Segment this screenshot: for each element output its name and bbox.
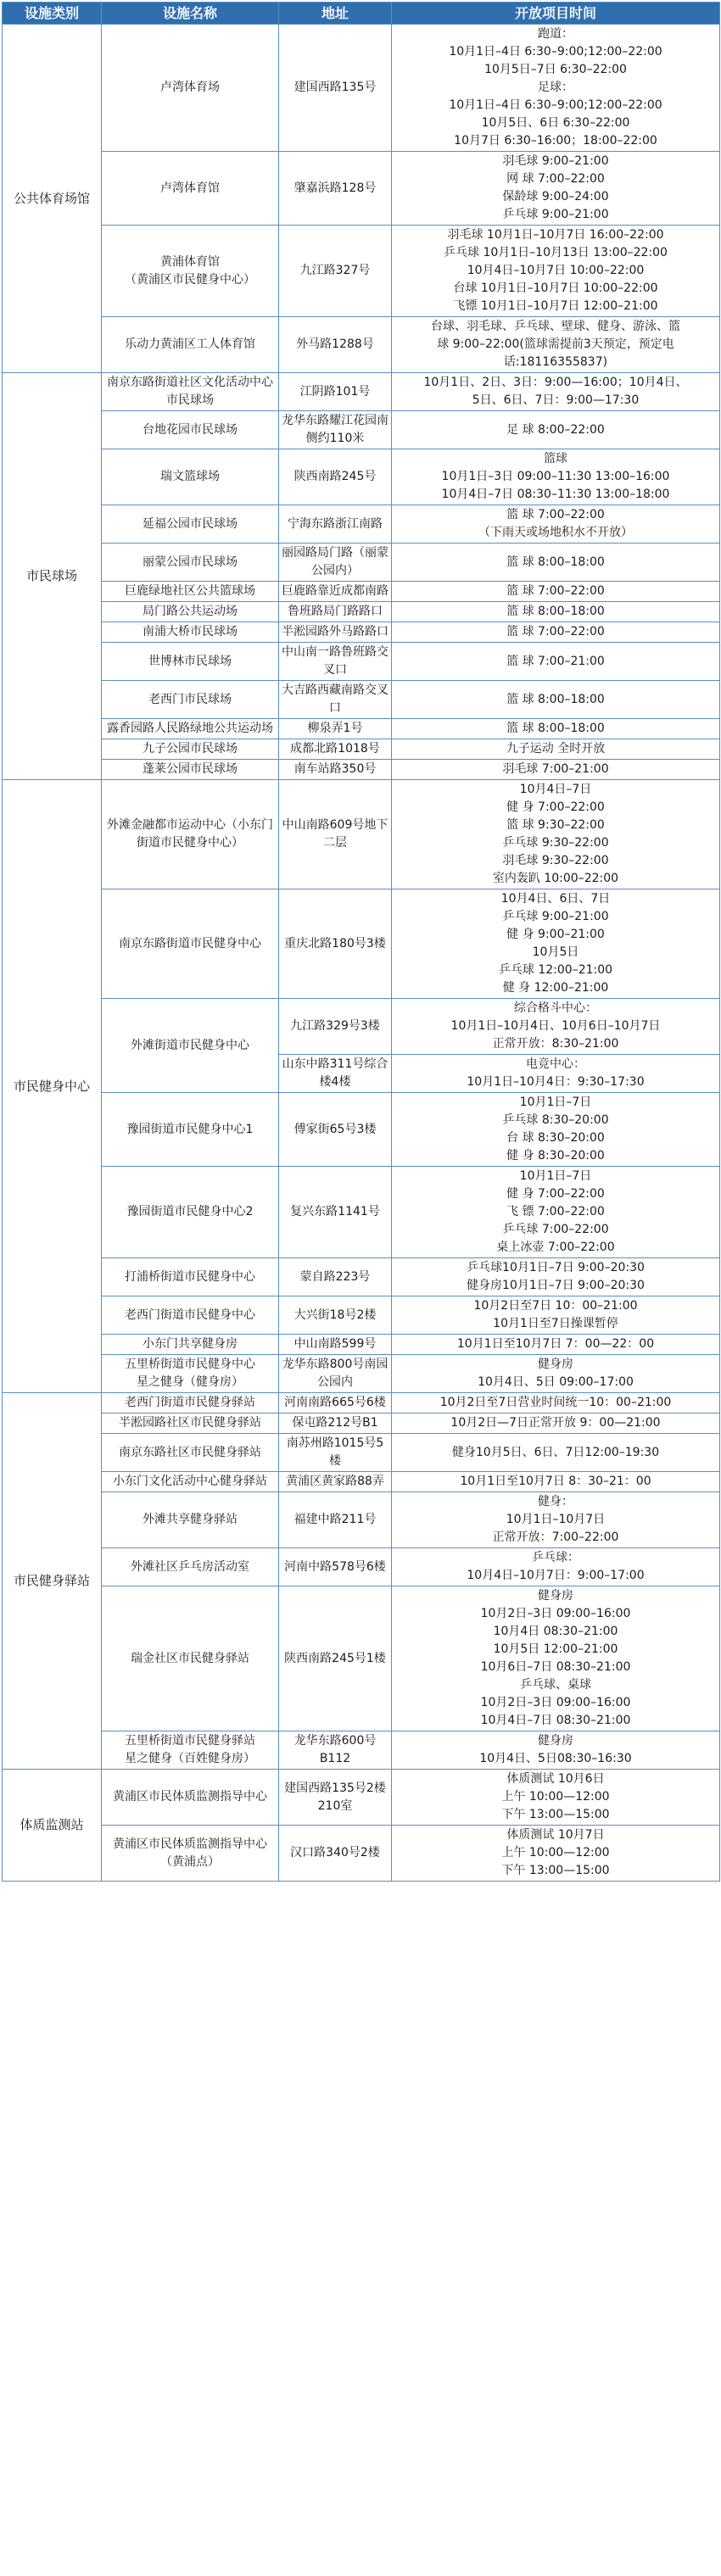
address-cell: 巨鹿路靠近成都南路	[279, 582, 392, 602]
address-cell: 福建中路211号	[279, 1492, 392, 1548]
facility-name-cell: 南浦大桥市民球场	[102, 622, 279, 643]
address-cell: 中山南路609号地下二层	[279, 780, 392, 889]
time-line: 健身房	[538, 1589, 573, 1603]
time-line: 飞镖 10月1日–10月7日 12:00–21:00	[453, 299, 658, 313]
time-line: 10月5日	[532, 945, 579, 959]
category-cell: 市民健身中心	[3, 780, 102, 1393]
open-time-cell	[392, 1434, 720, 1472]
time-line: 10月2日至7日 10：00–21:00	[473, 1299, 638, 1313]
table-row	[3, 1826, 720, 1882]
time-line: 羽毛球 9:30–22:00	[502, 854, 609, 867]
address-cell: 中山南一路鲁班路交叉口	[279, 643, 392, 681]
time-line: 10月4日–7日	[519, 783, 592, 796]
facility-name-cell: 台地花园市民球场	[102, 411, 279, 449]
time-line: 乒乓球 9:30–22:00	[502, 836, 609, 850]
time-line: 健身：	[538, 1495, 573, 1508]
address-cell: 成都北路1018号	[279, 739, 392, 760]
facility-name-cell: 乐动力黄浦区工人体育馆	[102, 317, 279, 373]
time-line: 足 球 8:00–22:00	[506, 422, 605, 437]
time-line: 乒乓球、桌球	[520, 1678, 591, 1692]
table-row	[3, 1355, 720, 1393]
time-line: 10月2日至7日营业时间统一10：00–21:00	[439, 1396, 672, 1409]
time-line: 体质测试 10月7日	[506, 1828, 605, 1842]
facility-name-cell: 南京东路街道市民健身中心	[102, 889, 279, 999]
time-line: 羽毛球 9:00–21:00	[502, 154, 609, 168]
facility-name-cell: 瑞文篮球场	[102, 449, 279, 505]
table-row	[3, 760, 720, 780]
address-cell: 大吉路西藏南路交叉口	[279, 681, 392, 719]
address-cell: 保屯路212号B1	[279, 1413, 392, 1434]
open-time-cell	[392, 1586, 720, 1731]
address-cell: 柳泉弄1号	[279, 719, 392, 739]
open-time-cell	[392, 317, 720, 373]
facility-name-cell: 九子公园市民球场	[102, 739, 279, 760]
table-row	[3, 1731, 720, 1770]
facility-name-cell: 豫园街道市民健身中心1	[102, 1093, 279, 1167]
open-time-cell	[392, 1258, 720, 1296]
address-cell: 汉口路340号2楼	[279, 1826, 392, 1882]
time-line: 桌上冰壶 7:00–22:00	[496, 1241, 615, 1254]
time-line: 健身10月5日、6日、7日12:00–19:30	[451, 1445, 660, 1459]
table-row	[3, 1413, 720, 1434]
table-row	[3, 226, 720, 317]
address-cell: 外马路1288号	[279, 317, 392, 373]
table-row	[3, 152, 720, 226]
category-cell: 体质监测站	[3, 1770, 102, 1882]
time-line: 下午 13:00—15:00	[501, 1864, 610, 1877]
table-row	[3, 643, 720, 681]
table-row	[3, 1258, 720, 1296]
facility-name-cell: 外滩共享健身驿站	[102, 1492, 279, 1548]
open-time-cell	[392, 1826, 720, 1882]
time-line: 篮 球 8:00–18:00	[506, 692, 605, 706]
time-line: 乒乓球：	[532, 1551, 579, 1564]
time-line: 健 身 9:00–21:00	[506, 928, 605, 941]
time-line: 篮 球 8:00–18:00	[506, 722, 605, 735]
facility-name-cell: 延福公园市民球场	[102, 505, 279, 544]
table-row	[3, 1770, 720, 1826]
address-cell: 黄浦区黄家路88弄	[279, 1472, 392, 1492]
time-line: 跑道：	[538, 27, 573, 41]
address-cell: 江阴路101号	[279, 373, 392, 411]
time-line: 5日、6日、7日：9:00—17:30	[472, 393, 640, 407]
open-time-cell	[392, 25, 720, 152]
address-cell: 半淞园路外马路路口	[279, 622, 392, 643]
table-row	[3, 622, 720, 643]
time-line: 台球、羽毛球、乒乓球、壁球、健身、游泳、篮	[431, 320, 680, 333]
time-line: 乒乓球 9:00–21:00	[502, 910, 609, 923]
time-line: 10月4日 08:30–21:00	[493, 1625, 618, 1638]
time-line: 10月1日–3日 09:00–11:30 13:00–16:00	[441, 470, 670, 483]
time-line: 10月6日–7日 08:30–21:00	[480, 1660, 631, 1674]
category-cell: 公共体育场馆	[3, 25, 102, 373]
time-line: 体质测试 10月6日	[506, 1772, 605, 1786]
open-time-cell	[392, 1770, 720, 1826]
table-row	[3, 999, 720, 1055]
time-line: 健 身 7:00–22:00	[506, 800, 605, 814]
time-line: 10月1日–7日	[519, 1169, 592, 1183]
time-line: 10月1日–4日 6:30–9:00;12:00–22:00	[449, 98, 662, 112]
address-cell: 九江路329号3楼	[279, 999, 392, 1055]
open-time-cell	[392, 1296, 720, 1335]
time-line: 乒乓球 8:30–20:00	[502, 1113, 609, 1127]
address-cell: 龙华东路600号B112	[279, 1731, 392, 1770]
address-cell: 丽园路局门路（丽蒙公园内）	[279, 544, 392, 582]
open-time-cell	[392, 643, 720, 681]
address-cell: 复兴东路1141号	[279, 1167, 392, 1258]
open-time-cell	[392, 622, 720, 643]
table-row	[3, 1434, 720, 1472]
address-cell: 河南中路578号6楼	[279, 1548, 392, 1586]
open-time-cell	[392, 1492, 720, 1548]
open-time-cell	[392, 1548, 720, 1586]
address-cell: 肇嘉浜路128号	[279, 152, 392, 226]
time-line: 10月1日–10月4日：9:30–17:30	[467, 1075, 645, 1089]
table-row	[3, 1335, 720, 1355]
open-time-cell	[392, 602, 720, 622]
time-line: 电竞中心：	[526, 1057, 585, 1071]
open-time-cell	[392, 226, 720, 317]
time-line: 10月2日–3日 09:00–16:00	[480, 1607, 631, 1620]
address-cell: 龙华东路800号南园公园内	[279, 1355, 392, 1393]
facility-name-cell: 半淞园路社区市民健身驿站	[102, 1413, 279, 1434]
facility-name-cell: 豫园街道市民健身中心2	[102, 1167, 279, 1258]
facility-name-cell: 黄浦区市民体质监测指导中心	[102, 1770, 279, 1826]
address-cell: 南苏州路1015号5楼	[279, 1434, 392, 1472]
time-line: 10月4日、5日 09:00–17:00	[478, 1375, 634, 1389]
open-time-cell	[392, 1731, 720, 1770]
open-time-cell	[392, 681, 720, 719]
time-line: 10月4日–10月7日：9:00–17:00	[467, 1569, 645, 1582]
address-cell: 山东中路311号综合楼4楼	[279, 1055, 392, 1093]
time-line: 正常开放：7:00–22:00	[492, 1531, 619, 1544]
table-row	[3, 681, 720, 719]
time-line: 10月1日至10月7日 7：00—22：00	[456, 1337, 655, 1351]
header-row	[3, 3, 720, 25]
facility-name-cell: 巨鹿绿地社区公共篮球场	[102, 582, 279, 602]
time-line: 篮 球 8:00–18:00	[506, 555, 605, 569]
facility-name-cell: 卢湾体育馆	[102, 152, 279, 226]
facility-name-cell: 局门路公共运动场	[102, 602, 279, 622]
table-row	[3, 449, 720, 505]
table-row	[3, 1093, 720, 1167]
time-line: 10月4日–7日 08:30–21:00	[480, 1714, 631, 1727]
time-line: 10月1日至10月7日 8：30–21：00	[460, 1475, 651, 1488]
time-line: 台 球 8:30–20:00	[506, 1131, 605, 1145]
table-row	[3, 1472, 720, 1492]
facility-name-cell: 南京东路社区市民健身驿站	[102, 1434, 279, 1472]
time-line: 10月5日 12:00–21:00	[493, 1642, 618, 1656]
open-time-cell	[392, 152, 720, 226]
open-time-cell	[392, 760, 720, 780]
table-row	[3, 505, 720, 544]
facility-name-cell: 露香园路人民路绿地公共运动场	[102, 719, 279, 739]
time-line: 10月1日–4日 6:30–9:00;12:00–22:00	[449, 45, 662, 59]
address-cell: 建国西路135号	[279, 25, 392, 152]
time-line: 10月2日—7日正常开放 9：00—21:00	[450, 1416, 661, 1430]
facility-name-cell: 小东门共享健身房	[102, 1335, 279, 1355]
time-line: 乒乓球10月1日–7日 9:00–20:30	[467, 1261, 645, 1274]
facility-name-cell: 黄浦区市民体质监测指导中心 （黄浦点）	[102, 1826, 279, 1882]
header-open-time: 开放项目时间	[392, 3, 720, 25]
time-line: 乒乓球 7:00–22:00	[502, 1223, 609, 1236]
table-row	[3, 719, 720, 739]
facility-name-cell: 南京东路街道社区文化活动中心市民球场	[102, 373, 279, 411]
open-time-cell	[392, 1472, 720, 1492]
open-time-cell	[392, 1055, 720, 1093]
table-row	[3, 411, 720, 449]
facility-name-cell: 丽蒙公园市民球场	[102, 544, 279, 582]
open-time-cell	[392, 1167, 720, 1258]
time-line: 下午 13:00—15:00	[501, 1808, 610, 1821]
table-row	[3, 373, 720, 411]
time-line: 10月4日、5日08:30–16:30	[479, 1752, 632, 1765]
time-line: 10月1日、2日、3日：9:00—16:00；10月4日、	[423, 376, 688, 389]
facility-name-cell: 小东门文化活动中心健身驿站	[102, 1472, 279, 1492]
time-line: 篮 球 7:00–22:00	[506, 584, 605, 598]
time-line: 篮 球 8:00–18:00	[506, 605, 605, 618]
table-row	[3, 1548, 720, 1586]
facility-name-cell: 外滩金融都市运动中心（小东门街道市民健身中心）	[102, 780, 279, 889]
address-cell: 傅家街65号3楼	[279, 1093, 392, 1167]
address-cell: 龙华东路耀江花园南侧约110米	[279, 411, 392, 449]
address-cell: 南车站路350号	[279, 760, 392, 780]
facility-name-cell: 世博林市民球场	[102, 643, 279, 681]
facility-name-cell: 卢湾体育场	[102, 25, 279, 152]
time-line: 10月7日 6:30–16:00；18:00–22:00	[454, 134, 657, 148]
schedule-table	[2, 2, 720, 1882]
time-line: 篮 球 7:00–22:00	[506, 625, 605, 638]
address-cell: 蒙自路223号	[279, 1258, 392, 1296]
facility-name-cell: 外滩街道市民健身中心	[102, 999, 279, 1093]
category-cell: 市民球场	[3, 373, 102, 780]
time-line: 网 球 7:00–22:00	[506, 172, 605, 186]
table-row	[3, 1296, 720, 1335]
time-line: 10月2日–3日 09:00–16:00	[480, 1696, 631, 1709]
open-time-cell	[392, 1355, 720, 1393]
open-time-cell	[392, 1393, 720, 1413]
time-line: 足球：	[538, 81, 573, 94]
time-line: 上午 10:00—12:00	[501, 1846, 610, 1860]
open-time-cell	[392, 411, 720, 449]
open-time-cell	[392, 544, 720, 582]
open-time-cell	[392, 999, 720, 1055]
time-line: 健身房	[538, 1358, 573, 1371]
category-cell: 市民健身驿站	[3, 1393, 102, 1770]
time-line: 上午 10:00—12:00	[501, 1790, 610, 1804]
table-row	[3, 889, 720, 999]
time-line: 健 身 8:30–20:00	[506, 1149, 605, 1163]
address-cell: 河南南路665号6楼	[279, 1393, 392, 1413]
open-time-cell	[392, 373, 720, 411]
table-row	[3, 1492, 720, 1548]
address-cell: 鲁班路局门路路口	[279, 602, 392, 622]
time-line: 室内轰趴 10:00–22:00	[492, 872, 619, 885]
address-cell: 陕西南路245号1楼	[279, 1586, 392, 1731]
header-facility-name: 设施名称	[102, 3, 279, 25]
table-row	[3, 317, 720, 373]
time-line: 健身房	[538, 1734, 573, 1748]
time-line: 羽毛球 10月1日–10月7日 16:00–22:00	[447, 228, 664, 242]
time-line: 10月4日–7日 08:30–11:30 13:00–18:00	[441, 488, 670, 501]
facility-name-cell: 外滩社区乒乓房活动室	[102, 1548, 279, 1586]
open-time-cell	[392, 1335, 720, 1355]
open-time-cell	[392, 505, 720, 544]
open-time-cell	[392, 1093, 720, 1167]
time-line: 球 9:00–22:00(篮球需提前3天预定，预定电	[437, 337, 674, 351]
facility-name-cell: 瑞金社区市民健身驿站	[102, 1586, 279, 1731]
open-time-cell	[392, 582, 720, 602]
time-line: 10月1日–10月7日	[506, 1513, 606, 1526]
address-cell: 九江路327号	[279, 226, 392, 317]
time-line: 飞 镖 7:00–22:00	[506, 1205, 605, 1218]
schedule-body	[3, 25, 720, 1882]
time-line: 10月4日–10月7日 10:00–22:00	[467, 264, 645, 277]
header-category: 设施类别	[3, 3, 102, 25]
open-time-cell	[392, 739, 720, 760]
open-time-cell	[392, 1413, 720, 1434]
table-row	[3, 780, 720, 889]
facility-name-cell: 老西门街道市民健身驿站	[102, 1393, 279, 1413]
time-line: 健 身 12:00–21:00	[502, 981, 609, 995]
table-row	[3, 1586, 720, 1731]
table-row	[3, 1393, 720, 1413]
time-line: 健 身 7:00–22:00	[506, 1187, 605, 1201]
facility-name-cell: 蓬莱公园市民球场	[102, 760, 279, 780]
time-line: 健身房10月1日–7日 9:00–20:30	[467, 1279, 645, 1292]
time-line: 10月4日、6日、7日	[500, 892, 611, 906]
time-line: 篮 球 7:00–21:00	[506, 654, 605, 668]
address-cell: 宁海东路浙江南路	[279, 505, 392, 544]
time-line: 篮 球 9:30–22:00	[506, 818, 605, 832]
time-line: 10月1日–7日	[519, 1096, 592, 1109]
table-row	[3, 602, 720, 622]
address-cell: 重庆北路180号3楼	[279, 889, 392, 999]
table-row	[3, 544, 720, 582]
table-row	[3, 25, 720, 152]
facility-name-cell: 打浦桥街道市民健身中心	[102, 1258, 279, 1296]
open-time-cell	[392, 780, 720, 889]
time-line: 乒乓球 10月1日–10月13日 13:00–22:00	[444, 246, 668, 259]
time-line: 综合格斗中心：	[514, 1001, 597, 1015]
address-cell: 中山南路599号	[279, 1335, 392, 1355]
time-line: 乒乓球 9:00–21:00	[502, 208, 609, 221]
facility-name-cell: 黄浦体育馆 （黄浦区市民健身中心）	[102, 226, 279, 317]
time-line: 羽毛球 7:00–21:00	[502, 762, 609, 776]
facility-name-cell: 老西门街道市民健身中心	[102, 1296, 279, 1335]
address-cell: 建国西路135号2楼210室	[279, 1770, 392, 1826]
time-line: 10月1日至7日操课暂停	[493, 1317, 618, 1330]
table-row	[3, 739, 720, 760]
open-time-cell	[392, 719, 720, 739]
open-time-cell	[392, 889, 720, 999]
address-cell: 大兴街18号2楼	[279, 1296, 392, 1335]
header-address: 地址	[279, 3, 392, 25]
facility-name-cell: 五里桥街道市民健身驿站 星之健身（百姓健身房）	[102, 1731, 279, 1770]
address-cell: 陕西南路245号	[279, 449, 392, 505]
time-line: 乒乓球 12:00–21:00	[498, 963, 613, 977]
time-line: 10月1日–10月4日、10月6日–10月7日	[450, 1019, 661, 1033]
open-time-cell	[392, 449, 720, 505]
time-line: 九子运动 全时开放	[506, 742, 606, 756]
table-row	[3, 1167, 720, 1258]
time-line: 10月5日–7日 6:30–22:00	[484, 63, 627, 76]
time-line: 10月5日、6日 6:30–22:00	[481, 116, 630, 130]
time-line: 篮 球 7:00–22:00	[506, 508, 605, 521]
time-line: 保龄球 9:00–24:00	[502, 190, 609, 204]
facility-name-cell: 老西门市民球场	[102, 681, 279, 719]
facility-name-cell: 五里桥街道市民健身中心 星之健身（健身房）	[102, 1355, 279, 1393]
time-line: （下雨天或场地积水不开放）	[478, 526, 633, 539]
time-line: 篮球	[544, 452, 567, 466]
time-line: 话:18116355837)	[503, 355, 608, 369]
time-line: 正常开放：8:30–21:00	[492, 1037, 619, 1051]
time-line: 台球 10月1日–10月7日 10:00–22:00	[453, 282, 658, 295]
table-row	[3, 582, 720, 602]
